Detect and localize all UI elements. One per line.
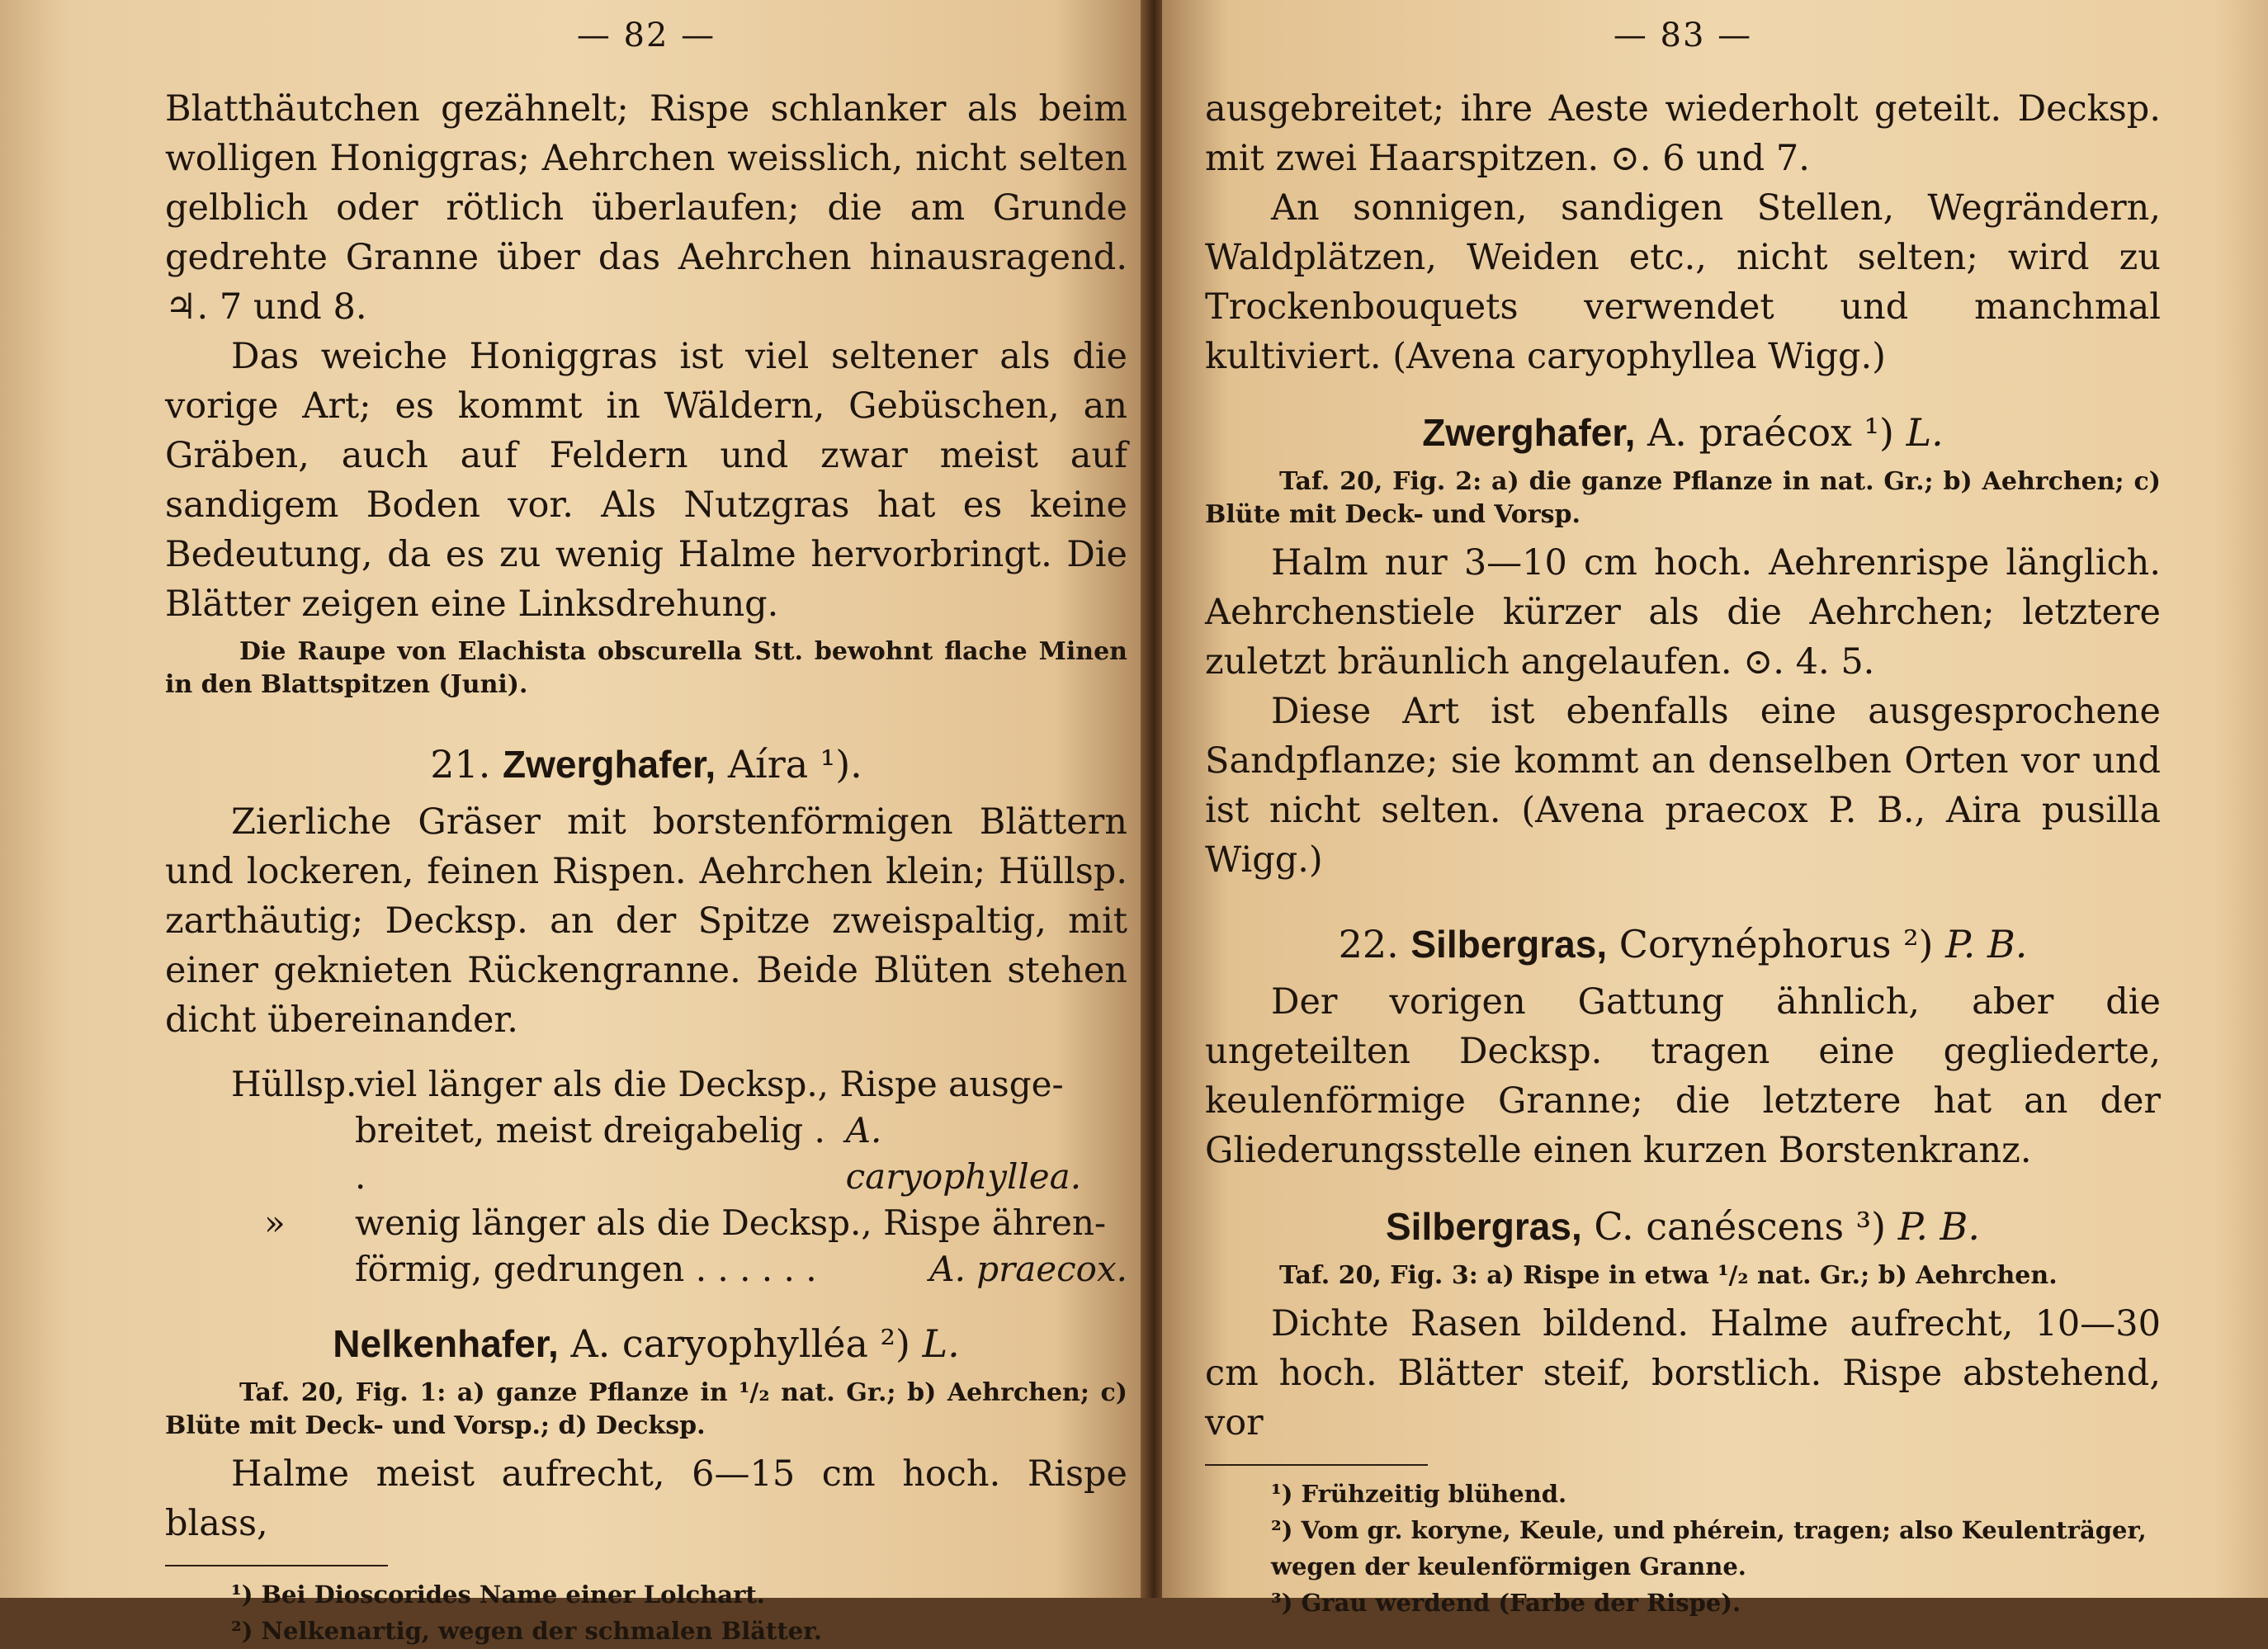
heading-name: Zwerghafer, <box>1422 411 1636 454</box>
key-text: viel länger als die Decksp., Rispe ausge- <box>355 1064 1064 1104</box>
key-text: wenig länger als die Decksp., Rispe ähren- <box>355 1202 1107 1243</box>
plate-reference: Taf. 20, Fig. 2: a) die ganze Pflanze in nat. Gr.; b) Aehrchen; c) Blüte mit Deck- und Vorsp. <box>1205 467 2161 529</box>
key-lead: Hüllsp. <box>231 1064 357 1104</box>
footnote: ¹) Bei Dioscorides Name einer Lolchart. <box>231 1580 765 1609</box>
paragraph: Dichte Rasen bildend. Halme aufrecht, 10—30 cm hoch. Blätter steif, borstlich. Rispe abstehend, vor <box>1205 1303 2161 1443</box>
key-continuation <box>231 1246 1127 1292</box>
key-row <box>231 1200 1127 1246</box>
heading-latin: C. canéscens ³) <box>1594 1204 1887 1249</box>
heading-latin: A. praécox ¹) <box>1647 410 1894 455</box>
footnote-separator <box>165 1565 388 1566</box>
paragraph: Halm nur 3—10 cm hoch. Aehrenrispe länglich. Aehrchenstiele kürzer als die Aehrchen; letztere zuletzt bräunlich angelaufen. ⊙. 4. 5. <box>1205 542 2161 683</box>
plate-reference: Taf. 20, Fig. 3: a) Rispe in etwa ¹/₂ nat. Gr.; b) Aehrchen. <box>1279 1261 2058 1290</box>
heading-number: 21. <box>430 742 491 787</box>
plate-reference: Taf. 20, Fig. 1: a) ganze Pflanze in ¹/₂ nat. Gr.; b) Aehrchen; c) Blüte mit Deck- und Vorsp.; d) Decksp. <box>165 1378 1127 1440</box>
paragraph: Der vorigen Gattung ähnlich, aber die ungeteilten Decksp. tragen eine gegliederte, keulenförmige Granne; die letztere hat an der Gliederungsstelle einen kurzen Borstenkranz. <box>1205 981 2161 1171</box>
species-heading-zwerghafer <box>1205 406 2161 459</box>
section-heading-21 <box>165 738 1127 791</box>
heading-author: L. <box>922 1321 960 1366</box>
heading-name: Zwerghafer, <box>502 743 716 786</box>
paragraph: Halme meist aufrecht, 6—15 cm hoch. Rispe blass, <box>165 1453 1127 1544</box>
heading-latin: Aíra ¹). <box>727 742 862 787</box>
footnote: ²) Nelkenartig, wegen der schmalen Blätter. <box>231 1617 822 1645</box>
identification-key <box>231 1061 1127 1292</box>
key-species: A. praecox. <box>929 1249 1127 1289</box>
heading-number: 22. <box>1338 922 1399 966</box>
heading-author: P. B. <box>1897 1204 1980 1249</box>
heading-author: L. <box>1906 410 1944 455</box>
heading-author: P. B. <box>1945 922 2028 966</box>
page-number: — 83 — <box>1613 17 1753 54</box>
heading-latin: A. caryophylléa ²) <box>570 1321 910 1366</box>
paragraph: ausgebreitet; ihre Aeste wiederholt geteilt. Decksp. mit zwei Haarspitzen. ⊙. 6 und 7. <box>1205 88 2161 179</box>
key-species: A. caryophyllea. <box>845 1110 1082 1197</box>
heading-name: Silbergras, <box>1385 1205 1582 1248</box>
paragraph: An sonnigen, sandigen Stellen, Wegrändern, Waldplätzen, Weiden etc., nicht selten; wird zu Trockenbouquets verwendet und manchmal kultiviert. (Avena caryophyllea Wigg.) <box>1205 187 2161 377</box>
heading-name: Nelkenhafer, <box>333 1322 559 1365</box>
key-lead: » <box>264 1202 286 1243</box>
footnote: ³) Grau werdend (Farbe der Rispe). <box>1271 1589 1741 1617</box>
footnote: ²) Vom gr. koryne, Keule, und phérein, tragen; also Keulenträger, wegen der keulenförmigen Granne. <box>1271 1516 2147 1580</box>
page-number: — 82 — <box>576 17 716 54</box>
footnote-separator <box>1205 1464 1428 1466</box>
paragraph: Das weiche Honiggras ist viel seltener als die vorige Art; es kommt in Wäldern, Gebüschen, an Gräben, auch auf Feldern und zwar meist auf sandigem Boden vor. Als Nutzgras hat es keine Bedeutung, da es zu wenig Halme hervorbringt. Die Blätter zeigen eine Linksdrehung. <box>165 336 1127 625</box>
species-heading-silbergras <box>1205 1200 2161 1253</box>
key-text: förmig, gedrungen . . . . . . <box>355 1249 817 1289</box>
key-continuation <box>231 1108 1127 1200</box>
species-heading-nelkenhafer <box>165 1317 1127 1370</box>
key-text: breitet, meist dreigabelig . . <box>355 1110 825 1197</box>
footnote: ¹) Frühzeitig blühend. <box>1271 1480 1567 1508</box>
heading-latin: Corynéphorus ²) <box>1618 922 1934 966</box>
right-page <box>1162 0 2268 1617</box>
paragraph: Blatthäutchen gezähnelt; Rispe schlanker als beim wolligen Honiggras; Aehrchen weisslich, nicht selten gelblich oder rötlich überlaufen; die am Grunde gedrehte Granne über das Aehrchen hinausragend. ♃. 7 und 8. <box>165 88 1127 328</box>
paragraph: Zierliche Gräser mit borstenförmigen Blättern und lockeren, feinen Rispen. Aehrchen klein; Hüllsp. zarthäutig; Decksp. an der Spitze zweispaltig, mit einer geknieten Rückengranne. Beide Blüten stehen dicht übereinander. <box>165 801 1127 1041</box>
key-row <box>231 1061 1127 1108</box>
note-paragraph: Die Raupe von Elachista obscurella Stt. bewohnt flache Minen in den Blattspitzen (Juni). <box>165 637 1127 699</box>
section-heading-22 <box>1205 918 2161 971</box>
heading-name: Silbergras, <box>1410 923 1608 966</box>
paragraph: Diese Art ist ebenfalls eine ausgesprochene Sandpflanze; sie kommt an denselben Orten vor und ist nicht selten. (Avena praecox P. B., Aira pusilla Wigg.) <box>1205 691 2161 881</box>
